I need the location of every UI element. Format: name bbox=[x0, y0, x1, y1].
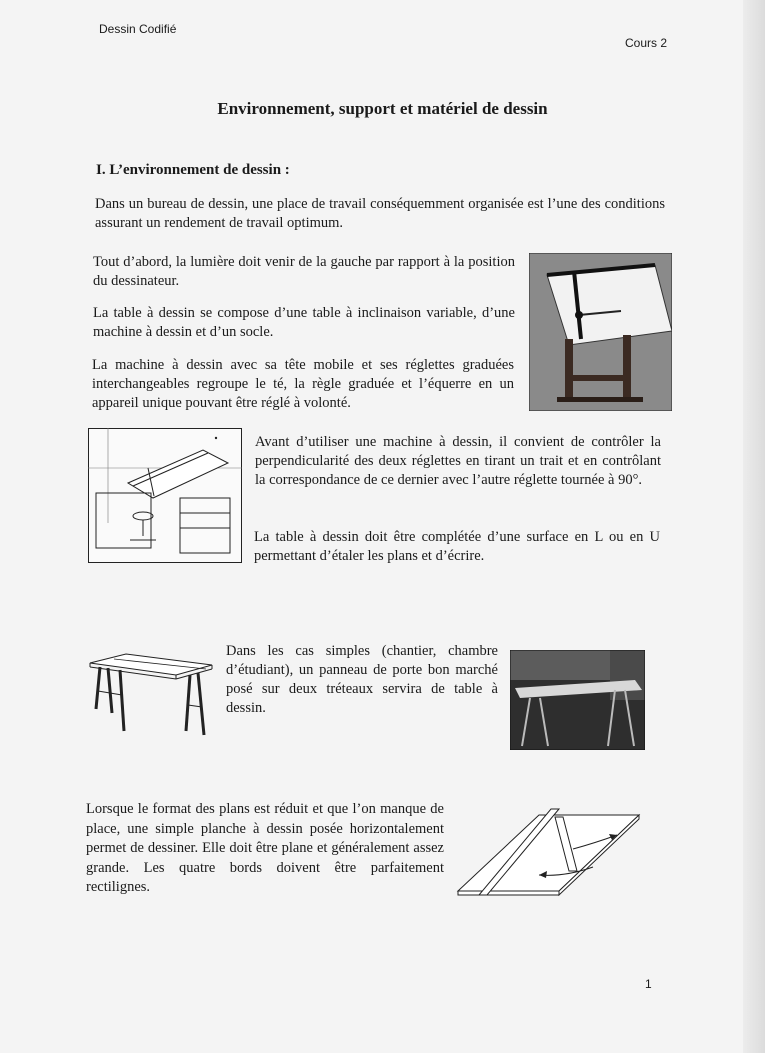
section-title: I. L’environnement de dessin : bbox=[96, 162, 290, 178]
page-title: Environnement, support et matériel de dessin bbox=[217, 99, 548, 118]
paragraph-intro: Dans un bureau de dessin, une place de travail conséquemment organisée est l’une des conditions assurant un rendement de travail optimum. bbox=[95, 196, 665, 231]
paragraph-light: Tout d’abord, la lumière doit venir de la gauche par rapport à la position du dessinateur. bbox=[93, 254, 515, 289]
trestle-table-photo bbox=[510, 650, 645, 750]
header-course: Dessin Codifié bbox=[99, 22, 177, 36]
paragraph-drawing-machine: La machine à dessin avec sa tête mobile et ses réglettes graduées interchangeables regroupe le té, la règle graduée et l’équerre en un appareil unique pouvant être réglé à volonté. bbox=[92, 357, 514, 411]
paragraph-drawing-table: La table à dessin se compose d’une table à inclinaison variable, d’une machine à dessin et d’un socle. bbox=[93, 305, 515, 340]
paragraph-trestle-table: Dans les cas simples (chantier, chambre d’étudiant), un panneau de porte bon marché posé sur deux tréteaux servira de table à dessin. bbox=[226, 643, 498, 716]
paragraph-drawing-board: Lorsque le format des plans est réduit et que l’on manque de place, une simple planche à dessin posée horizontalement permet de dessiner. Elle doit être plane et généralement assez grande. Les quatre bords doivent être parfaitement rectilignes. bbox=[86, 801, 444, 895]
page-number: 1 bbox=[645, 977, 652, 991]
paragraph-l-u-surface: La table à dessin doit être complétée d’une surface en L ou en U permettant d’étaler les plans et d’écrire. bbox=[254, 529, 660, 564]
paragraph-machine-check: Avant d’utiliser une machine à dessin, il convient de contrôler la perpendicularité des deux réglettes en tirant un trait et en contrôlant la correspondance de ce dernier avec l’autre réglette tournée à 90°. bbox=[255, 434, 661, 488]
drafting-table-photo bbox=[529, 253, 672, 411]
header-lesson: Cours 2 bbox=[625, 36, 668, 50]
office-workstation-drawing bbox=[88, 428, 242, 563]
trestle-table-drawing bbox=[86, 651, 214, 741]
drawing-board-drawing bbox=[455, 805, 641, 897]
page-edge-shadow bbox=[743, 0, 765, 1053]
